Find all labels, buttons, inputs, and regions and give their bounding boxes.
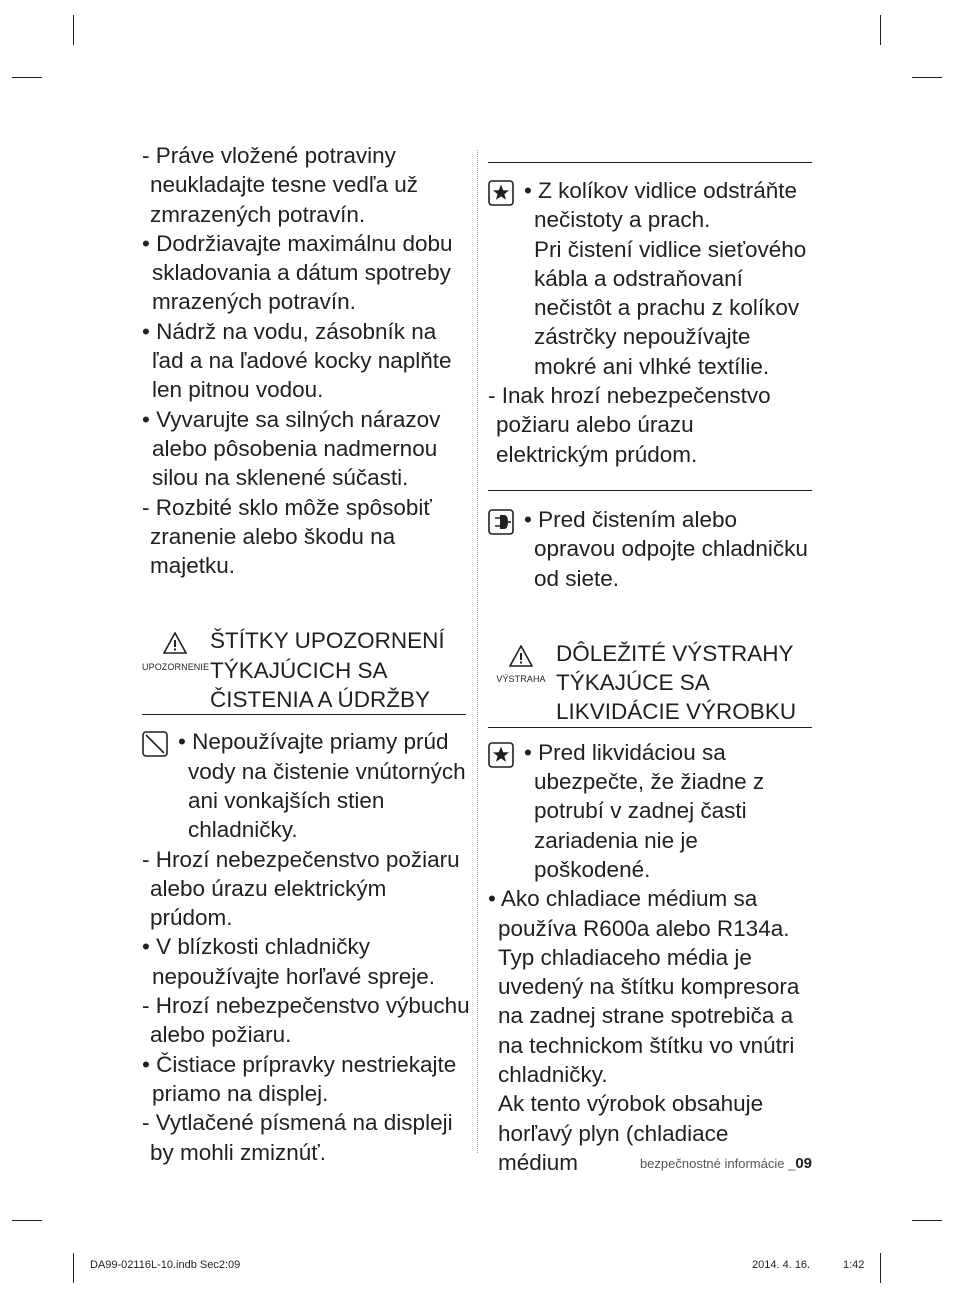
warning-caption: UPOZORNENIE [142,661,210,672]
pipe-check-block [488,738,812,884]
crop-mark [912,1220,942,1221]
slug-file: DA99-02116L-10.indb Sec2:09 [90,1259,241,1271]
slug-time: 1:42 [843,1259,865,1271]
crop-mark [880,15,881,45]
bullet-item: • Pred likvidáciou sa ubezpečte, že žiadne z potrubí v zadnej časti zariadenia nie je poškodené. [524,739,765,882]
right-column [488,141,812,1177]
warning-triangle-icon [488,645,554,684]
warning-header-disposal [488,639,812,727]
bullet-item: • V blízkosti chladničky nepoužívajte horľavé spreje. [142,934,435,989]
paragraph: Pri čistení vidlice sieťového kábla a odstraňovaní nečistôt a prachu z kolíkov zástrčky nepoužívajte mokré ani vlhké textílie. [534,236,807,379]
plug-cleaning-block [488,176,812,381]
dash-item: - Hrozí nebezpečenstvo požiaru alebo úrazu elektrickým prúdom. [142,846,460,931]
section-title: DÔLEŽITÉ VÝSTRAHY TÝKAJÚCE SA LIKVIDÁCIE VÝROBKU [556,640,797,725]
no-water-block [142,727,472,844]
footer-section: bezpečnostné informácie _ [639,1156,796,1171]
column-divider [477,150,478,1153]
bullet-item: • Ako chladiace médium sa používa R600a alebo R134a. Typ chladiaceho média je uvedený na štítku kompresora na zadnej strane spotrebiča a na technickom štítku vo vnútri chladničky. [488,886,800,1088]
plug-icon [488,509,514,535]
page-footer [640,1155,812,1172]
crop-mark [880,1253,881,1283]
bullet-item: • Dodržiavajte maximálnu dobu skladovania a dátum spotreby mrazených potravín. [142,230,453,315]
dash-item: - Práve vložené potraviny neukladajte tesne vedľa už zmrazených potravín. [142,143,419,227]
warning-caption: VÝSTRAHA [496,674,546,685]
crop-mark [73,15,74,45]
warning-triangle-icon [142,632,208,671]
bullet-item: • Čistiace prípravky nestriekajte priamo na displej. [142,1051,457,1106]
star-icon [488,180,514,206]
slug-date: 2014. 4. 16. [752,1259,811,1271]
star-icon [488,742,514,768]
left-column [142,141,472,1167]
paragraph: Ak tento výrobok obsahuje horľavý plyn (chladiace médium [498,1091,764,1175]
section-rule [488,727,812,728]
dash-item: - Rozbité sklo môže spôsobiť zranenie alebo škodu na majetku. [142,494,432,579]
dash-item: - Hrozí nebezpečenstvo výbuchu alebo požiaru. [142,993,470,1048]
bullet-item: • Vyvarujte sa silných nárazov alebo pôsobenia nadmernou silou na sklenené súčasti. [142,406,441,491]
crop-mark [12,77,42,78]
bullet-item: • Nepoužívajte priamy prúd vody na čistenie vnútorných ani vonkajších stien chladničky. [178,729,466,843]
bullet-item: • Z kolíkov vidlice odstráňte nečistoty a prach. [524,178,797,233]
crop-mark [12,1220,42,1221]
section-title: ŠTÍTKY UPOZORNENÍ TÝKAJÚCICH SA ČISTENIA A ÚDRŽBY [210,628,445,713]
page-number: 09 [795,1155,812,1172]
bullet-item: • Nádrž na vodu, zásobník na ľad a na ľadové kocky naplňte len pitnou vodou. [142,318,452,403]
prohibited-icon [142,731,168,757]
dash-item: - Vytlačené písmená na displeji by mohli zmiznúť. [142,1110,453,1165]
dash-item: - Inak hrozí nebezpečenstvo požiaru alebo úrazu elektrickým prúdom. [488,383,771,467]
section-rule [488,490,812,491]
section-rule [142,714,466,715]
crop-mark [73,1253,74,1283]
section-rule [488,162,812,163]
unplug-block [488,505,812,593]
crop-mark [912,77,942,78]
warning-header-maintenance [142,626,472,714]
bullet-item: • Pred čistením alebo opravou odpojte chladničku od siete. [524,506,808,591]
